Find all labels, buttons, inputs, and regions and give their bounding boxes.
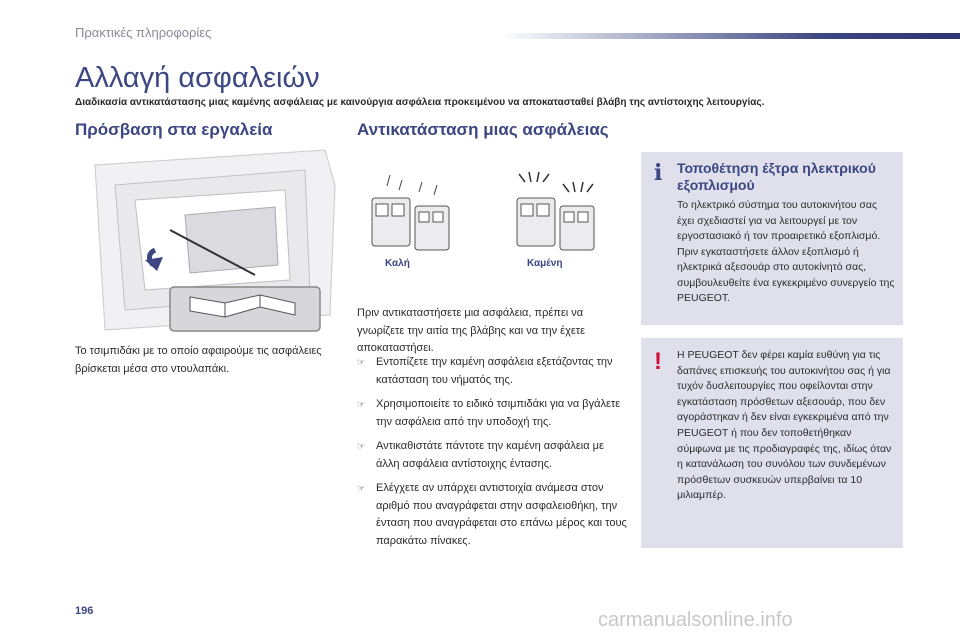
watermark: carmanualsonline.info (598, 609, 793, 631)
steps-list (357, 354, 627, 557)
fuse-illustration (357, 170, 615, 260)
warning-icon: ! (654, 348, 662, 375)
list-item: ☞ Ελέγχετε αν υπάρχει αντιστοιχία ανάμεσα στον αριθμό που αναγράφεται στην ασφαλειοθήκη, την ένταση που αναγράφεται στο επάνω μέρος και τους παρακάτω πίνακες. (357, 482, 627, 547)
info-box (641, 152, 903, 325)
bullet-icon: ☞ (357, 399, 366, 409)
glovebox-illustration (75, 145, 337, 333)
fuse-blown-label: Καμένη (527, 258, 563, 269)
left-section-title: Πρόσβαση στα εργαλεία (75, 120, 273, 139)
middle-section-title: Αντικατάσταση μιας ασφάλειας (357, 120, 609, 139)
left-caption: Το τσιμπιδάκι με το οποίο αφαιρούμε τις ασφάλειες βρίσκεται μέσα στο ντουλαπάκι. (75, 345, 322, 375)
list-item: ☞ Χρησιμοποιείτε το ειδικό τσιμπιδάκι για να βγάλετε την ασφάλεια από την υποδοχή της. (357, 398, 621, 428)
header-bar (500, 33, 960, 39)
list-item: ☞ Εντοπίζετε την καμένη ασφάλεια εξετάζοντας την κατάσταση του νήματός της. (357, 356, 613, 386)
page-number: 196 (75, 605, 94, 617)
bullet-icon: ☞ (357, 357, 366, 367)
middle-intro: Πριν αντικαταστήσετε μια ασφάλεια, πρέπει να γνωρίζετε την αιτία της βλάβης και να την έχετε αποκαταστήσει. (357, 307, 586, 354)
fuse-good-label: Καλή (385, 258, 410, 269)
list-item: ☞ Αντικαθιστάτε πάντοτε την καμένη ασφάλεια με άλλη ασφάλεια αντίστοιχης έντασης. (357, 440, 604, 470)
warning-box (641, 338, 903, 548)
info-text: Το ηλεκτρικό σύστημα του αυτοκινήτου σας έχει σχεδιαστεί για να λειτουργεί με τον εργοστασιακό ή τον προαιρετικό εξοπλισμό. Πριν εγκαταστήσετε άλλον εξοπλισμό ή ηλεκτρικά αξεσουάρ στο αυτοκίνητό σας, συμβουλευθείτε ένα εγκεκριμένο συνεργείο της PEUGEOT. (677, 199, 895, 304)
info-icon: i (654, 160, 663, 186)
bullet-icon: ☞ (357, 483, 366, 493)
page-title: Αλλαγή ασφαλειών (75, 62, 320, 94)
page-subtitle: Διαδικασία αντικατάστασης μιας καμένης ασφάλειας με καινούργια ασφάλεια προκειμένου να αποκατασταθεί βλάβη της αντίστοιχης λειτουργίας. (75, 97, 765, 108)
section-header: Πρακτικές πληροφορίες (75, 25, 212, 40)
info-title: Τοποθέτηση έξτρα ηλεκτρικού εξοπλισμού (677, 160, 876, 193)
bullet-icon: ☞ (357, 441, 366, 451)
warning-text: Η PEUGEOT δεν φέρει καμία ευθύνη για τις δαπάνες επισκευής του αυτοκινήτου σας ή για τυχόν δυσλειτουργίες που οφείλονται στην εγκατάσταση πρόσθετων αξεσουάρ, που δεν αγοράστηκαν ή δεν είναι εγκεκριμένα από την PEUGEOT ή που δεν τοποθετήθηκαν σύμφωνα με τις προδιαγραφές της, ιδίως όταν η κατανάλωση του συνόλου των συνδεμένων πρόσθετων συσκευών υπερβαίνει τα 10 μιλιαμπέρ. (677, 349, 892, 502)
